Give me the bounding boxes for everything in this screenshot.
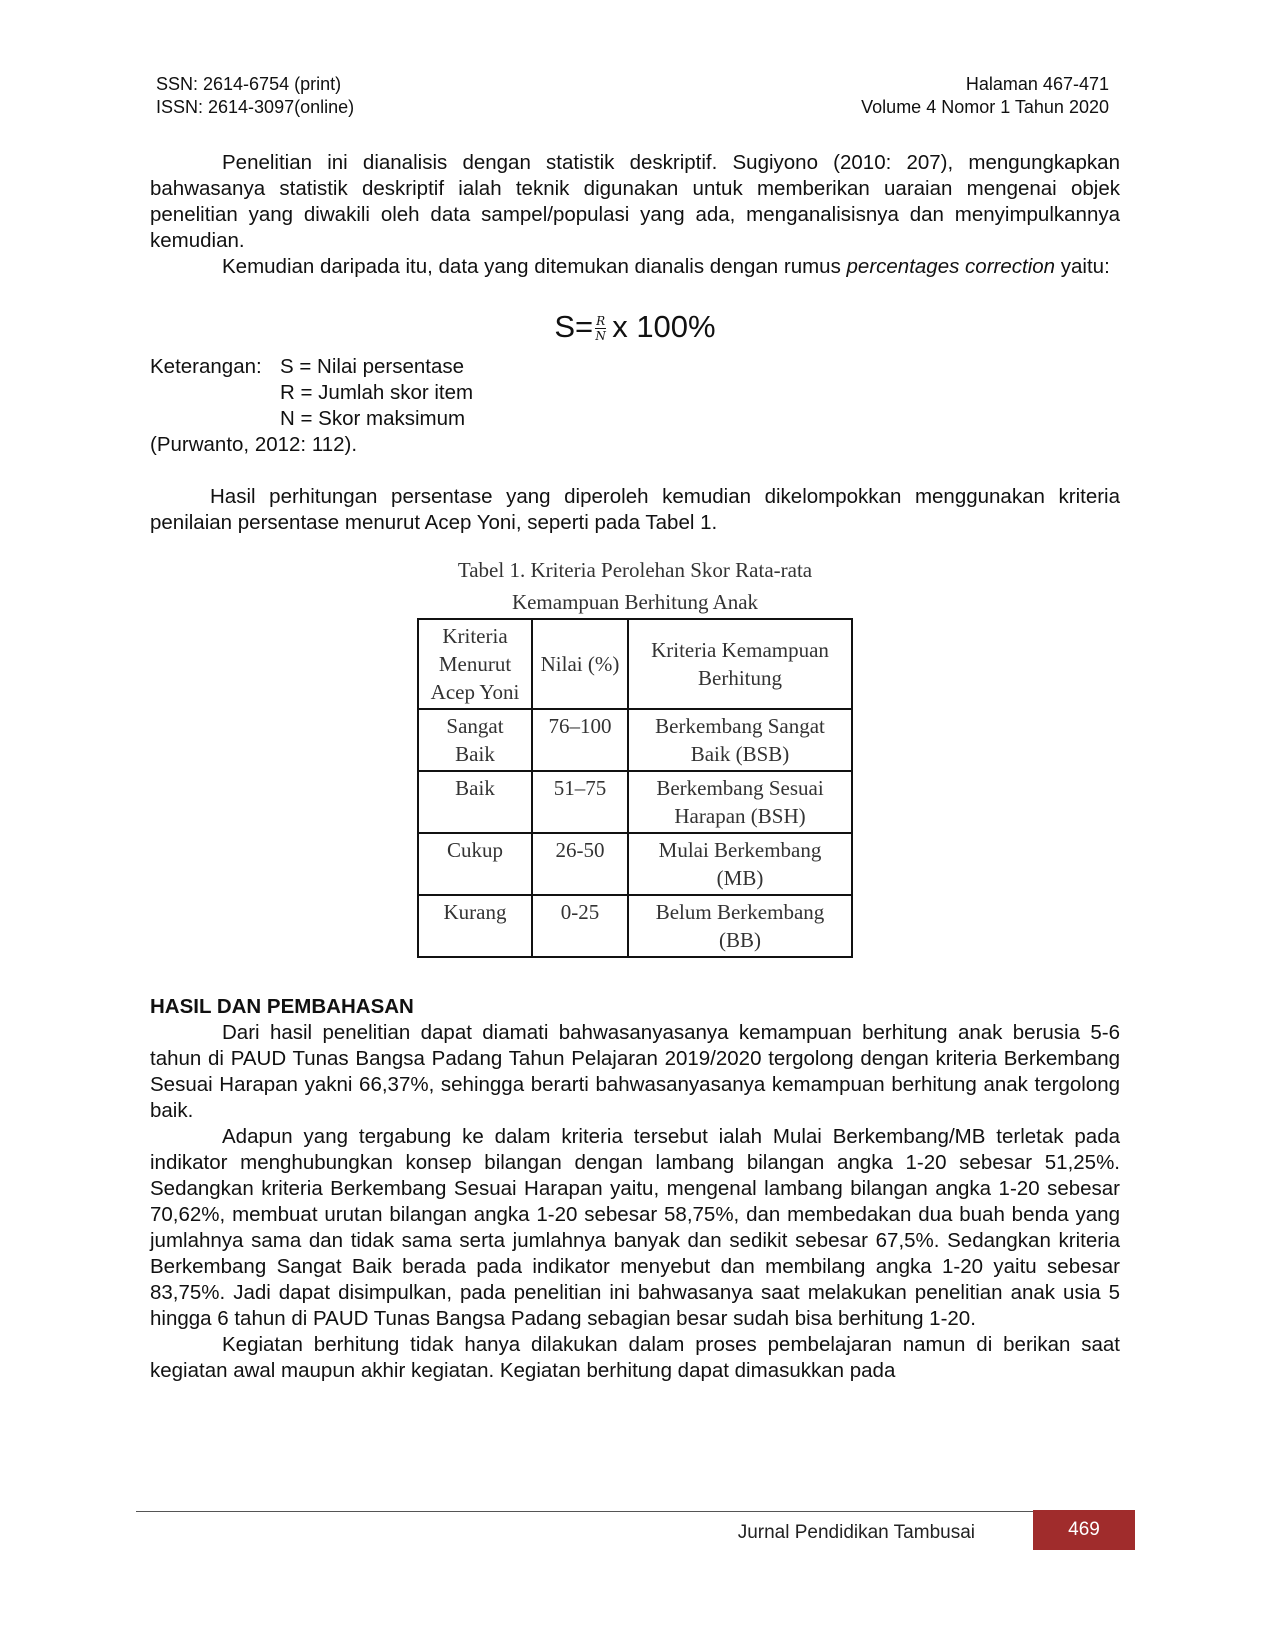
header-issn xyxy=(156,73,354,119)
table-cell: Mulai Berkembang (MB) xyxy=(628,833,852,895)
formula-left: S= xyxy=(554,309,594,344)
paragraph-kriteria: Adapun yang tergabung ke dalam kriteria tersebut ialah Mulai Berkembang/MB terletak pada indikator menghubungkan konsep bilangan dengan lambang bilangan angka 1-20 sebesar 51,25%. Sedangkan kriteria Berkembang Sesuai Harapan yaitu, mengenal lambang bilangan angka 1-20 sebesar 70,62%, membuat urutan bilangan angka 1-20 sebesar 58,75%, dan membedakan dua buah benda yang jumlahnya sama dan tidak sama serta jumlahnya banyak dan sedikit sebesar 67,5%. Sedangkan kriteria Berkembang Sangat Baik berada pada indikator menyebut dan membilang angka 1-20 yaitu sebesar 83,75%. Jadi dapat disimpulkan, pada penelitian ini bahwasanya saat melakukan penelitian anak usia 5 hingga 6 tahun di PAUD Tunas Bangsa Padang sebagian besar sudah bisa berhitung 1-20. xyxy=(150,1125,1120,1330)
table-cell: Baik xyxy=(418,771,532,833)
table-header-cell: Kriteria Kemampuan Berhitung xyxy=(628,619,852,709)
table-caption-line2: Kemampuan Berhitung Anak xyxy=(511,590,759,614)
paragraph-rumus xyxy=(150,254,1120,280)
issn-print: SSN: 2614-6754 (print) xyxy=(156,74,342,94)
table-caption xyxy=(150,554,1120,618)
footer-page-number: 469 xyxy=(1033,1510,1135,1550)
keterangan-n: N = Skor maksimum xyxy=(280,407,466,430)
page-range: Halaman 467-471 xyxy=(965,74,1109,94)
paragraph-hasil-perhitungan: Hasil perhitungan persentase yang diperoleh kemudian dikelompokkan menggunakan kriteria penilaian persentase menurut Acep Yoni, seperti pada Tabel 1. xyxy=(150,485,1120,534)
table-row xyxy=(418,833,852,895)
footer-journal-name: Jurnal Pendidikan Tambusai xyxy=(737,1522,975,1543)
page-content xyxy=(150,150,1120,1384)
paragraph-kegiatan: Kegiatan berhitung tidak hanya dilakukan dalam proses pembelajaran namun di berikan saat kegiatan awal maupun akhir kegiatan. Kegiatan berhitung dapat dimasukkan pada xyxy=(150,1333,1120,1382)
header-volume xyxy=(861,73,1109,119)
keterangan-r: R = Jumlah skor item xyxy=(280,381,474,404)
citation: (Purwanto, 2012: 112). xyxy=(150,433,358,456)
table-cell: 76–100 xyxy=(532,709,628,771)
keterangan-s: S = Nilai persentase xyxy=(280,355,465,378)
formula-denominator: N xyxy=(595,329,606,344)
formula-numerator: R xyxy=(596,314,606,329)
paragraph-statistik: Penelitian ini dianalisis dengan statistik deskriptif. Sugiyono (2010: 207), mengungkapkan bahwasanya statistik deskriptif ialah teknik digunakan untuk memberikan uaraian mengenai objek penelitian yang diwakili oleh data sampel/populasi yang ada, menganalisisnya dan menyimpulkannya kemudian. xyxy=(150,151,1120,252)
keterangan xyxy=(150,354,1120,458)
table-cell: Berkembang Sesuai Harapan (BSH) xyxy=(628,771,852,833)
formula-fraction xyxy=(595,314,606,343)
table-row xyxy=(418,771,852,833)
table-cell: Cukup xyxy=(418,833,532,895)
formula xyxy=(150,306,1120,348)
table-cell: Kurang xyxy=(418,895,532,957)
table-row xyxy=(418,895,852,957)
paragraph-rumus-italic: percentages correction xyxy=(846,255,1056,278)
table-caption-line1: Tabel 1. Kriteria Perolehan Skor Rata-rata xyxy=(457,558,813,582)
table-header-row xyxy=(418,619,852,709)
table-row xyxy=(418,709,852,771)
paragraph-hasil: Dari hasil penelitian dapat diamati bahwasanyasanya kemampuan berhitung anak berusia 5-6 tahun di PAUD Tunas Bangsa Padang Tahun Pelajaran 2019/2020 tergolong dengan kriteria Berkembang Sesuai Harapan yakni 66,37%, sehingga berarti bahwasanyasanya kemampuan berhitung anak tergolong baik. xyxy=(150,1021,1120,1122)
table-header-cell: Nilai (%) xyxy=(532,619,628,709)
paragraph-rumus-start: Kemudian daripada itu, data yang ditemukan dianalis dengan rumus xyxy=(222,255,847,278)
table-cell: 51–75 xyxy=(532,771,628,833)
formula-right: x 100% xyxy=(612,309,716,344)
table-cell: 26-50 xyxy=(532,833,628,895)
paragraph-rumus-end: yaitu: xyxy=(1055,255,1110,278)
issn-online: ISSN: 2614-3097(online) xyxy=(156,97,355,117)
table-cell: 0-25 xyxy=(532,895,628,957)
section-heading: HASIL DAN PEMBAHASAN xyxy=(150,995,414,1018)
table-cell: Sangat Baik xyxy=(418,709,532,771)
table-cell: Belum Berkembang (BB) xyxy=(628,895,852,957)
criteria-table xyxy=(417,618,853,958)
table-cell: Berkembang Sangat Baik (BSB) xyxy=(628,709,852,771)
footer-divider xyxy=(136,1511,1086,1512)
keterangan-label: Keterangan: xyxy=(150,355,262,378)
table-header-cell: Kriteria Menurut Acep Yoni xyxy=(418,619,532,709)
volume-info: Volume 4 Nomor 1 Tahun 2020 xyxy=(861,97,1109,117)
